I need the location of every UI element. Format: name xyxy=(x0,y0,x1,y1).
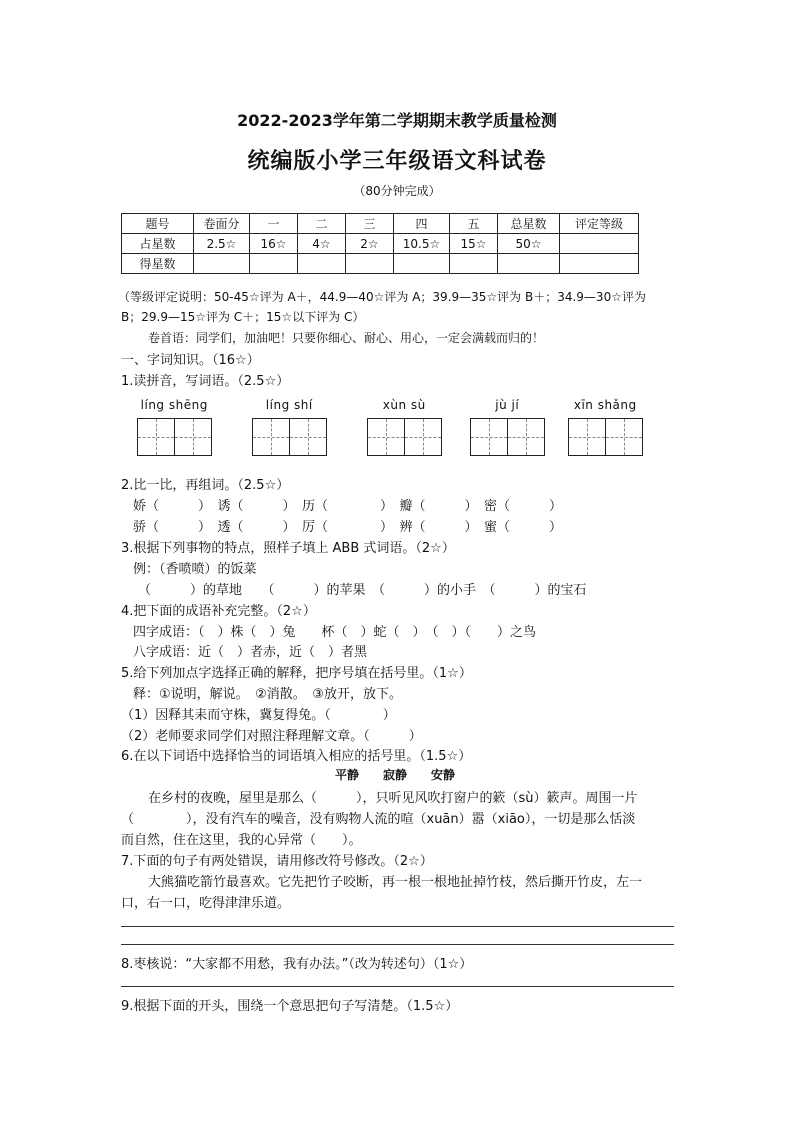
q8-title: 8.枣核说：“大家都不用愁，我有办法。”（改为转述句）（1☆） xyxy=(121,957,473,972)
table-cell: 2☆ xyxy=(346,234,394,254)
table-cell: 题号 xyxy=(122,214,194,234)
exam-title-line1: 2022-2023学年第二学期期末教学质量检测 xyxy=(237,111,557,130)
preface: 卷首语：同学们，加油吧！只要你细心、耐心、用心，一定会满载而归的！ xyxy=(148,331,545,345)
table-cell: 四 xyxy=(394,214,450,234)
q5-item1: （1）因释其耒而守株，冀复得兔。（ ） xyxy=(121,708,396,723)
q2-row1: 娇（ ） 诱（ ） 历（ ） 瓣（ ） 密（ ） xyxy=(133,499,563,514)
writing-box[interactable] xyxy=(404,418,442,456)
q2-title: 2.比一比，再组词。（2.5☆） xyxy=(121,478,290,493)
writing-box[interactable] xyxy=(605,418,643,456)
table-cell: 总星数 xyxy=(498,214,560,234)
table-cell[interactable] xyxy=(346,254,394,274)
q3-title: 3.根据下列事物的特点，照样子填上 ABB 式词语。（2☆） xyxy=(121,541,455,556)
table-cell[interactable] xyxy=(498,254,560,274)
answer-line[interactable] xyxy=(121,986,674,987)
table-cell: 占星数 xyxy=(122,234,194,254)
q4-row1: 四字成语：（ ）株（ ）兔 杯（ ）蛇（ ） （ ）（ ）之鸟 xyxy=(133,625,537,640)
table-cell[interactable] xyxy=(560,234,639,254)
q5-title: 5.给下列加点字选择正确的解释，把序号填在括号里。（1☆） xyxy=(121,666,472,681)
section-1-heading: 一、字词知识。（16☆） xyxy=(121,353,260,368)
grading-note-line2: B；29.9—15☆评为 C＋；15☆以下评为 C） xyxy=(121,310,365,324)
answer-line[interactable] xyxy=(121,944,674,945)
q1-word-1 xyxy=(137,398,212,456)
table-cell[interactable] xyxy=(250,254,298,274)
q3-example: 例：（香喷喷）的饭菜 xyxy=(133,562,257,577)
q1-word-2 xyxy=(252,398,327,456)
q2-row2: 骄（ ） 透（ ） 厉（ ） 辨（ ） 蜜（ ） xyxy=(133,520,563,535)
q1-pinyin: jù jí xyxy=(495,398,520,412)
exam-subtitle: （80分钟完成） xyxy=(353,184,441,198)
table-cell: 50☆ xyxy=(498,234,560,254)
q5-item2: （2）老师要求同学们对照注释理解文章。（ ） xyxy=(121,729,422,744)
table-cell: 三 xyxy=(346,214,394,234)
q6-title: 6.在以下词语中选择恰当的词语填入相应的括号里。（1.5☆） xyxy=(121,749,472,764)
grading-note-line1: （等级评定说明：50-45☆评为 A＋，44.9—40☆评为 A；39.9—35☆评为 B＋；34.9—30☆评为 xyxy=(118,290,646,304)
q1-pinyin: líng shēng xyxy=(140,398,208,412)
table-cell: 得星数 xyxy=(122,254,194,274)
table-cell: 评定等级 xyxy=(560,214,639,234)
score-table-earned-row xyxy=(122,254,639,274)
q9-title: 9.根据下面的开头，围绕一个意思把句子写清楚。（1.5☆） xyxy=(121,999,459,1014)
writing-box[interactable] xyxy=(470,418,508,456)
q4-title: 4.把下面的成语补充完整。（2☆） xyxy=(121,604,316,619)
q1-title: 1.读拼音，写词语。（2.5☆） xyxy=(121,374,290,389)
table-cell: 10.5☆ xyxy=(394,234,450,254)
writing-box[interactable] xyxy=(367,418,405,456)
writing-box[interactable] xyxy=(289,418,327,456)
writing-box[interactable] xyxy=(137,418,175,456)
q6-paragraph-line1: 在乡村的夜晚，屋里是那么（ ），只听见风吹打窗户的簌（sù）簌声。周围一片 xyxy=(148,791,638,806)
writing-box[interactable] xyxy=(568,418,606,456)
score-table-points-row xyxy=(122,234,639,254)
table-cell: 一 xyxy=(250,214,298,234)
table-cell[interactable] xyxy=(394,254,450,274)
q7-paragraph-line1: 大熊猫吃箭竹最喜欢。它先把竹子咬断，再一根一根地扯掉竹枝，然后撕开竹皮，左一 xyxy=(148,875,643,890)
q6-paragraph-line3: 而自然，住在这里，我的心异常（ ）。 xyxy=(121,833,362,848)
q1-word-5 xyxy=(568,398,643,456)
q1-word-4 xyxy=(470,398,545,456)
table-cell[interactable] xyxy=(194,254,250,274)
answer-line[interactable] xyxy=(121,926,674,927)
writing-box[interactable] xyxy=(174,418,212,456)
q1-pinyin: xīn shǎng xyxy=(573,398,637,412)
table-cell[interactable] xyxy=(298,254,346,274)
writing-box[interactable] xyxy=(252,418,290,456)
score-table xyxy=(121,213,639,274)
q5-options: 释：①说明，解说。 ②消散。 ③放开，放下。 xyxy=(133,687,402,702)
q6-paragraph-line2: （ ），没有汽车的噪音，没有购物人流的喧（xuān）嚣（xiāo），一切是那么恬淡 xyxy=(121,812,636,827)
writing-box[interactable] xyxy=(507,418,545,456)
q3-items: （ ）的草地 （ ）的苹果 （ ）的小手 （ ）的宝石 xyxy=(138,583,587,598)
q6-word-choices: 平静 寂静 安静 xyxy=(335,768,456,782)
q4-row2: 八字成语：近（ ）者赤，近（ ）者黑 xyxy=(133,645,368,660)
q7-paragraph-line2: 口，右一口，吃得津津乐道。 xyxy=(121,896,291,911)
score-table-header-row xyxy=(122,214,639,234)
q1-pinyin: líng shí xyxy=(265,398,313,412)
table-cell: 二 xyxy=(298,214,346,234)
table-cell: 15☆ xyxy=(450,234,498,254)
q1-word-3 xyxy=(367,398,442,456)
q7-title: 7.下面的句子有两处错误，请用修改符号修改。（2☆） xyxy=(121,854,433,869)
table-cell: 4☆ xyxy=(298,234,346,254)
exam-title-line2: 统编版小学三年级语文科试卷 xyxy=(247,149,547,174)
q1-pinyin: xùn sù xyxy=(382,398,426,412)
table-cell: 2.5☆ xyxy=(194,234,250,254)
table-cell: 卷面分 xyxy=(194,214,250,234)
table-cell: 五 xyxy=(450,214,498,234)
table-cell: 16☆ xyxy=(250,234,298,254)
table-cell[interactable] xyxy=(560,254,639,274)
table-cell[interactable] xyxy=(450,254,498,274)
